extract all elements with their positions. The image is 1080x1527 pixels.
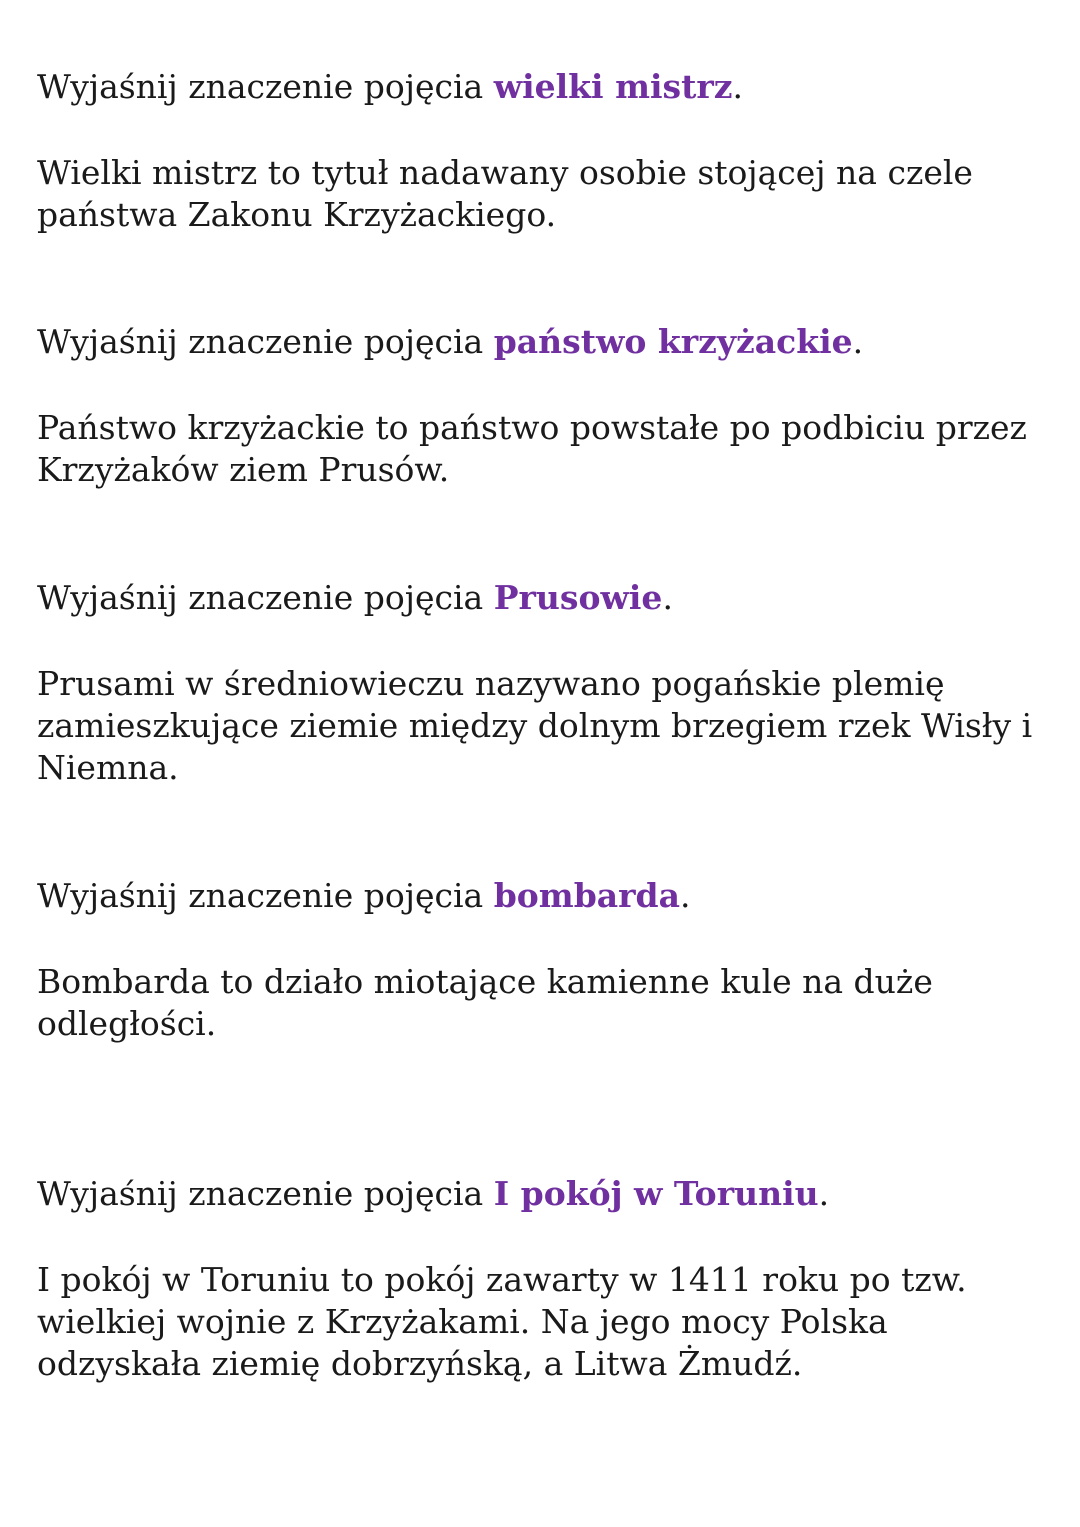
qa-block-wielki-mistrz: [37, 66, 1040, 234]
question: Wyjaśnij znaczenie pojęcia państwo krzyżackie.: [37, 322, 864, 361]
term-highlight: bombarda: [493, 876, 681, 915]
answer: Wielki mistrz to tytuł nadawany osobie stojącej na czele państwa Zakonu Krzyżackiego.: [37, 153, 973, 234]
question: Wyjaśnij znaczenie pojęcia wielki mistrz.: [37, 67, 743, 106]
qa-block-pokoj-w-toruniu: [37, 1173, 1040, 1383]
qa-block-prusowie: [37, 577, 1040, 787]
answer: Prusami w średniowieczu nazywano pogańskie plemię zamieszkujące ziemie między dolnym brzegiem rzek Wisły i Niemna.: [37, 664, 1033, 787]
answer: Bombarda to działo miotające kamienne kule na duże odległości.: [37, 962, 933, 1043]
question: Wyjaśnij znaczenie pojęcia I pokój w Toruniu.: [37, 1174, 830, 1213]
qa-block-panstwo-krzyzackie: [37, 321, 1040, 489]
term-highlight: Prusowie: [493, 578, 663, 617]
question: Wyjaśnij znaczenie pojęcia bombarda.: [37, 876, 691, 915]
qa-block-bombarda: [37, 875, 1040, 1043]
answer: I pokój w Toruniu to pokój zawarty w 1411 roku po tzw. wielkiej wojnie z Krzyżakami. Na jego mocy Polska odzyskała ziemię dobrzyńską, a Litwa Żmudź.: [37, 1260, 967, 1383]
term-highlight: I pokój w Toruniu: [493, 1174, 819, 1213]
question: Wyjaśnij znaczenie pojęcia Prusowie.: [37, 578, 673, 617]
term-highlight: wielki mistrz: [493, 67, 733, 106]
term-highlight: państwo krzyżackie: [493, 322, 853, 361]
answer: Państwo krzyżackie to państwo powstałe po podbiciu przez Krzyżaków ziem Prusów.: [37, 408, 1027, 489]
